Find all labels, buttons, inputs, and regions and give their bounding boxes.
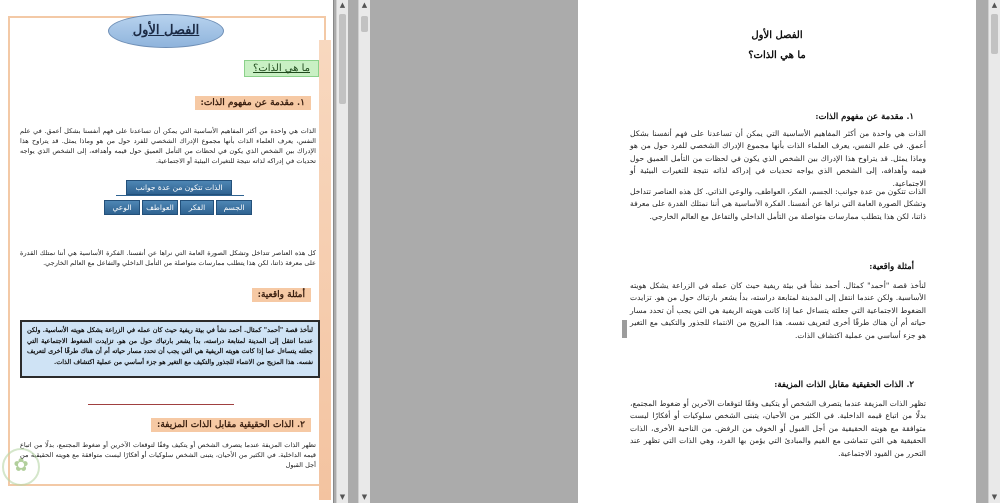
examples-heading: أمثلة واقعية:: [252, 288, 311, 302]
section2-heading: ٢. الذات الحقيقية مقابل الذات المزيفة:: [151, 418, 311, 432]
right-section1-paragraph-2: الذات تتكون من عدة جوانب: الجسم، الفكر، العواطف، والوعي الذاتي. كل هذه العناصر تتداخل وتشكل الصورة العامة التي نراها عن أنفسنا. الفكرة الأساسية هي أننا نمتلك القدرة على معرفة ذاتنا، لكن هذا يتطلب ممارسات متواصلة من التأمل الداخلي والتفاعل مع العالم الخارجي.: [630, 187, 926, 221]
examples-boxed-paragraph: لنأخذ قصة "أحمد" كمثال. أحمد نشأ في بيئة ريفية حيث كان عمله في الزراعة يشكل هويته الأساسية. ولكن عندما انتقل إلى المدينة لمتابعة دراسته، بدأ يشعر بارتباك حول من هو. تزايدت الضغوط الاجتماعية التي جعلته يتساءل عما إذا كانت هويته الريفية هي التي يجب أن تحدد مسار حياته أم أن هناك طرقًا أخرى لتعريف نفسه. هذا المزيج من الانتماء للجذور والتكيف مع التغير هو جزء أساسي من عملية اكتشاف الذات.: [20, 320, 320, 378]
section1-paragraph-2: كل هذه العناصر تتداخل وتشكل الصورة العامة التي نراها عن أنفسنا. الفكرة الأساسية هي أننا نمتلك القدرة على معرفة ذاتنا، لكن هذا يتطلب ممارسات متواصلة من التأمل الداخلي والتفاعل مع العالم الخارجي.: [20, 249, 316, 267]
diagram-item-body: الجسم: [216, 200, 252, 215]
logo-icon: ✿: [2, 448, 40, 486]
text-cursor-marker: [622, 320, 627, 338]
right-examples-heading: أمثلة واقعية:: [869, 262, 914, 272]
pane-gap: [348, 0, 466, 503]
left-vertical-scrollbar[interactable]: [336, 0, 348, 503]
right-vertical-scrollbar[interactable]: [988, 0, 1000, 503]
right-subtitle: ما هي الذات؟: [748, 50, 806, 61]
right-examples-paragraph: لنأخذ قصة "أحمد" كمثال. أحمد نشأ في بيئة ريفية حيث كان عمله في الزراعة يشكل هويته الأساسية. ولكن عندما انتقل إلى المدينة لمتابعة دراسته، بدأ يشعر بارتباك حول من هو. تزايدت الضغوط الاجتماعية التي جعلته يتساءل عما إذا كانت هويته الريفية هي التي يجب أن تحدد مسار حياته أم أن هناك طرقًا أخرى لتعريف نفسه. هذا المزيج من الانتماء للجذور والتكيف مع التغير هو جزء أساسي من عملية اكتشاف الذات.: [630, 281, 926, 340]
scroll-thumb[interactable]: [361, 16, 368, 32]
section1-heading: ١. مقدمة عن مفهوم الذات:: [195, 96, 311, 110]
scroll-thumb[interactable]: [339, 14, 346, 104]
section2-paragraph: تظهر الذات المزيفة عندما يتصرف الشخص أو يتكيف وفقًا لتوقعات الآخرين أو ضغوط المجتمع، بدلًا من اتباع قيمه الداخلية. في الكثير من الأحيان، يتبنى الشخص سلوكيات أو أفكارًا ليست متوافقة مع هويته الحقيقية من أجل القبول: [20, 441, 316, 469]
scroll-down-icon[interactable]: ▼: [991, 493, 998, 501]
chapter-title-oval: الفصل الأول: [108, 14, 224, 48]
scroll-thumb[interactable]: [991, 14, 998, 54]
right-section2-paragraph: تظهر الذات المزيفة عندما يتصرف الشخص أو يتكيف وفقًا لتوقعات الآخرين أو ضغوط المجتمع، بدلًا من اتباع قيمه الداخلية. في الكثير من الأحيان، يتبنى الشخص سلوكيات أو أفكارًا ليست متوافقة مع هويته الحقيقية من أجل القبول أو الخوف من الرفض. من الناحية الأخرى، الذات الحقيقية هي التي تتماشى مع القيم والمبادئ التي يؤمن بها الفرد، وهي الذات التي تظهر عند التحرر من القيود الاجتماعية.: [630, 399, 926, 458]
diagram-root-box: الذات تتكون من عدة جوانب: [126, 180, 232, 195]
left-designed-page: [0, 0, 334, 503]
diagram-item-self-awareness: الوعي الذاتي: [104, 200, 140, 215]
right-section1-paragraph: الذات هي واحدة من أكثر المفاهيم الأساسية التي يمكن أن تساعدنا على فهم أنفسنا بشكل أعمق. في علم النفس، يعرف العلماء الذات بأنها مجموع الإدراك الشخصي للفرد حول من هو وماذا يمثل. قد يتراوح هذا الإدراك بين الشخص الذي يكون في لحظات من التأمل العميق حول قيمه وأهدافه، إلى الشخص الذي يواجه تحديات في إدراكه لذاته نتيجة للتغيرات البيئية أو الاجتماعية.: [630, 129, 926, 188]
right-section1-heading: ١. مقدمة عن مفهوم الذات:: [815, 112, 914, 122]
diagram-connector: [116, 195, 244, 196]
scroll-up-icon[interactable]: ▲: [991, 1, 998, 9]
separator-rule: [88, 404, 234, 405]
right-document-pane[interactable]: [466, 0, 1000, 503]
right-chapter-title: الفصل الأول: [751, 30, 803, 41]
scroll-down-icon[interactable]: ▼: [361, 493, 368, 501]
scroll-down-icon[interactable]: ▼: [339, 493, 346, 501]
middle-vertical-scrollbar[interactable]: [358, 0, 370, 503]
diagram-item-emotions: العواطف: [142, 200, 178, 215]
scroll-up-icon[interactable]: ▲: [339, 1, 346, 9]
right-section2-heading: ٢. الذات الحقيقية مقابل الذات المزيفة:: [774, 380, 914, 390]
section1-paragraph: الذات هي واحدة من أكثر المفاهيم الأساسية التي يمكن أن تساعدنا على فهم أنفسنا بشكل أعمق. في علم النفس، يعرف العلماء الذات بأنها مجموع الإدراك الشخصي للفرد حول من هو وماذا يمثل. قد يتراوح هذا الإدراك بين الشخص الذي يكون في لحظات من التأمل العميق حول قيمه وأهدافه، إلى الشخص الذي يواجه تحديات في إدراكه لذاته نتيجة للتغيرات البيئية أو الاجتماعية.: [20, 127, 316, 165]
diagram-item-thought: الفكر: [180, 200, 214, 215]
right-plain-page: [578, 0, 976, 503]
decorative-side-band: [319, 40, 331, 500]
left-document-pane[interactable]: [0, 0, 348, 503]
question-tag: ما هي الذات؟: [244, 60, 319, 77]
scroll-up-icon[interactable]: ▲: [361, 1, 368, 9]
